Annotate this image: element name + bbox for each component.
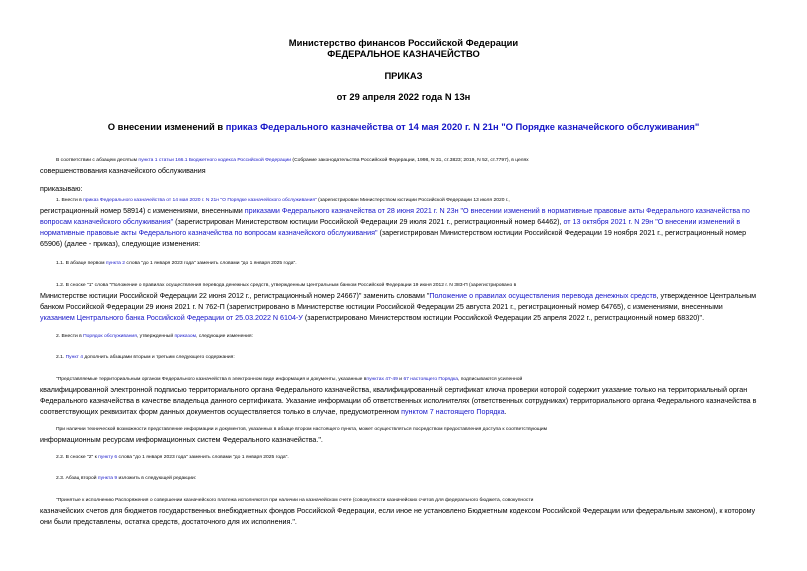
text-line	[40, 352, 768, 363]
text-run: "Принятые к исполнению Распоряжения о совершении казначейского платежа исполняются при наличии на казначейском счете (совокупности казначейских счетов для федерального бюджета, совокупности	[56, 498, 534, 503]
document-link[interactable]: Пункт 4	[65, 355, 83, 360]
text-line	[40, 239, 768, 250]
text-run: совершенствования казначейского обслуживания	[40, 167, 206, 176]
text-run: В соответствии с абзацем десятым	[56, 158, 139, 163]
text-line	[40, 473, 768, 484]
document-link[interactable]: указанием Центрального банка Российской Федерации от 25.03.2022 N 6104-У	[40, 314, 303, 323]
text-line	[40, 217, 768, 228]
text-run: (Собрание законодательства Российской Федерации, 1998, N 31, ст.3823; 2019, N 52, ст.7797), в целях	[291, 158, 529, 163]
document-type: ПРИКАЗ	[384, 70, 423, 81]
text-run: соответствующих реквизитах форм данных документов осуществляется только в случае, предусмотренном	[40, 408, 402, 417]
document-link[interactable]: пунктом 7 настоящего Порядка	[401, 408, 505, 417]
text-line	[40, 407, 768, 418]
text-line	[40, 280, 768, 291]
document-link[interactable]: приказами Федерального казначейства от 28 июня 2021 г. N 23н "О внесении изменений в нормативные правовые акты Федерального казначейства по	[244, 207, 750, 216]
text-line	[40, 495, 768, 506]
text-line	[40, 302, 768, 313]
text-line	[40, 517, 768, 528]
text-line	[40, 506, 768, 517]
text-run: 65906) (далее - приказ), следующие изменения:	[40, 240, 201, 249]
text-run: банком Российской Федерации 29 июня 2021 г. N 762-П (зарегистрировано в Министерстве юстиции Российской Федерации 25 августа 2021 г., регистрационный номер 64765), с изменениями, внесенными	[40, 303, 723, 312]
text-run: Федерального казначейства в качестве владельца данного сертификата. Указание информации об ответственных исполнителях (ответственных сотрудниках) территориального органа Федерального казначейства в	[40, 397, 757, 406]
text-run: 2. Внести в	[56, 334, 84, 339]
paragraph-item-2-2	[40, 452, 768, 463]
text-line	[40, 206, 768, 217]
paragraph-item-1	[40, 195, 768, 250]
text-run: .	[504, 408, 507, 417]
document-link[interactable]: от 13 октября 2021 г. N 29н "О внесении изменений в	[563, 218, 741, 227]
document-link[interactable]: Положение о правилах осуществления перевода денежных средств	[429, 292, 657, 301]
text-run: 2.2. В сноске "2" к	[56, 455, 99, 460]
text-run: 2.3. Абзац второй	[56, 476, 98, 481]
paragraph-item-1-1	[40, 258, 768, 269]
text-run: регистрационный номер 58914) с изменениями, внесенными	[40, 207, 245, 216]
paragraph-item-2-1	[40, 352, 768, 363]
text-run: квалифицированной электронной подписью территориального органа Федерального казначейства, квалифицированный сертификат ключа проверки которой содержит указание только на территориальный орган	[40, 386, 748, 395]
text-line	[40, 396, 768, 407]
document-title	[0, 121, 807, 132]
text-run: 1.2. В сноске "1" слова "Положение о правилах осуществления перевода денежных средств, утвержденным Центральным банком Российской Федерации 19 июня 2012 г. N 383-П (зарегистрировано в	[56, 283, 517, 288]
document-date-number: от 29 апреля 2022 года N 13н	[336, 91, 471, 102]
document-link[interactable]: пункту 6	[98, 455, 118, 460]
document-link[interactable]: пункта 2	[105, 261, 126, 266]
text-line	[40, 424, 768, 435]
paragraph-quote-1	[40, 374, 768, 418]
text-run: они были представлены, остатка средств, достаточного для их исполнения.".	[40, 518, 297, 527]
text-run: дополнить абзацами вторым и третьим следующего содержания:	[82, 355, 235, 360]
paragraph-quote-2	[40, 424, 768, 446]
text-line	[40, 452, 768, 463]
document-link[interactable]: вопросам казначейского обслуживания"	[40, 218, 174, 227]
title-order-link[interactable]: приказ Федерального казначейства от 14 мая 2020 г. N 21н "О Порядке казначейского обслуживания"	[225, 121, 700, 132]
text-run: приказываю:	[40, 185, 83, 193]
text-run: (зарегистрировано Министерством юстиции Российской Федерации 25 апреля 2022 г., регистрационный номер 68320)".	[302, 314, 705, 323]
ministry-name: Министерство финансов Российской Федерации	[288, 37, 519, 48]
document-link[interactable]: 67 настоящего Порядка	[403, 377, 458, 382]
text-line	[40, 184, 768, 195]
text-run: 1.1. В абзаце первом	[56, 261, 106, 266]
text-line	[40, 435, 768, 446]
paragraph-item-2	[40, 331, 768, 342]
document-link[interactable]: приказом	[174, 334, 196, 339]
text-line	[40, 331, 768, 342]
text-line	[40, 313, 768, 324]
text-run: изложить в следующей редакции:	[117, 476, 197, 481]
paragraph-preamble	[40, 155, 768, 177]
text-run: слова "до 1 января 2023 года" заменить словами "до 1 января 2025 года".	[117, 455, 289, 460]
text-line	[40, 258, 768, 269]
text-line	[40, 155, 768, 166]
paragraph-item-1-2	[40, 280, 768, 324]
text-run: , подписываются усиленной	[458, 377, 523, 382]
text-run: "Представляемые территориальным органом Федерального казначейства в электронном виде информация и документы, указанные в	[56, 377, 367, 382]
text-line	[40, 385, 768, 396]
document-link[interactable]: Порядок обслуживания	[83, 334, 137, 339]
text-run: (зарегистрирован Министерством юстиции Российской Федерации 19 ноября 2021 г., регистрационный номер	[377, 229, 747, 238]
text-run: слова "до 1 января 2023 года" заменить словами "до 1 января 2025 года".	[125, 261, 297, 266]
paragraph-item-2-3	[40, 473, 768, 484]
text-run: , следующие изменения:	[195, 334, 253, 339]
text-run: информационным ресурсам информационных систем Федерального казначейства.".	[40, 436, 323, 445]
text-line	[40, 166, 768, 177]
title-prefix: О внесении изменений в	[107, 121, 226, 132]
document-link[interactable]: пункта 1 статьи 166.1 Бюджетного кодекса Российской Федерации	[138, 158, 292, 163]
text-line	[40, 374, 768, 385]
text-run: Министерстве юстиции Российской Федерации 22 июня 2012 г., регистрационный номер 24667)" заменить словами "	[40, 292, 430, 301]
document-link[interactable]: пункта 9	[97, 476, 118, 481]
text-run: казначейских счетов для бюджетов государственных внебюджетных фондов Российской Федерации, если иное не установлено Бюджетным кодексом Российской Федерации или федеральным законом), к которому	[40, 507, 756, 516]
text-run: и	[397, 377, 404, 382]
text-run: , утвержденный	[136, 334, 175, 339]
text-line	[40, 195, 768, 206]
paragraph-order-word	[40, 184, 768, 195]
document-link[interactable]: пунктах 47-49	[366, 377, 398, 382]
text-run: 2.1.	[56, 355, 66, 360]
document-link[interactable]: нормативные правовые акты Федерального казначейства по вопросам казначейского обслуживания"	[40, 229, 378, 238]
text-run: (зарегистрирован Министерством юстиции Российской Федерации 13 июля 2020 г.,	[316, 198, 510, 203]
text-run: 1. Внести в	[56, 198, 84, 203]
text-run: (зарегистрирован Министерством юстиции Российской Федерации 29 июля 2021 г., регистрационный номер 64462),	[173, 218, 564, 227]
text-run: При наличии технической возможности представление информации и документов, указанных в абзаце втором настоящего пункта, может осуществляться посредством предоставления доступа к соответствующим	[56, 427, 548, 432]
paragraph-quote-3	[40, 495, 768, 528]
text-line	[40, 228, 768, 239]
agency-name: ФЕДЕРАЛЬНОЕ КАЗНАЧЕЙСТВО	[327, 48, 480, 59]
text-line	[40, 291, 768, 302]
document-link[interactable]: приказ Федерального казначейства от 14 мая 2020 г. N 21н "О Порядке казначейского обслуживания"	[83, 198, 317, 203]
text-run: , утвержденное Центральным	[656, 292, 757, 301]
